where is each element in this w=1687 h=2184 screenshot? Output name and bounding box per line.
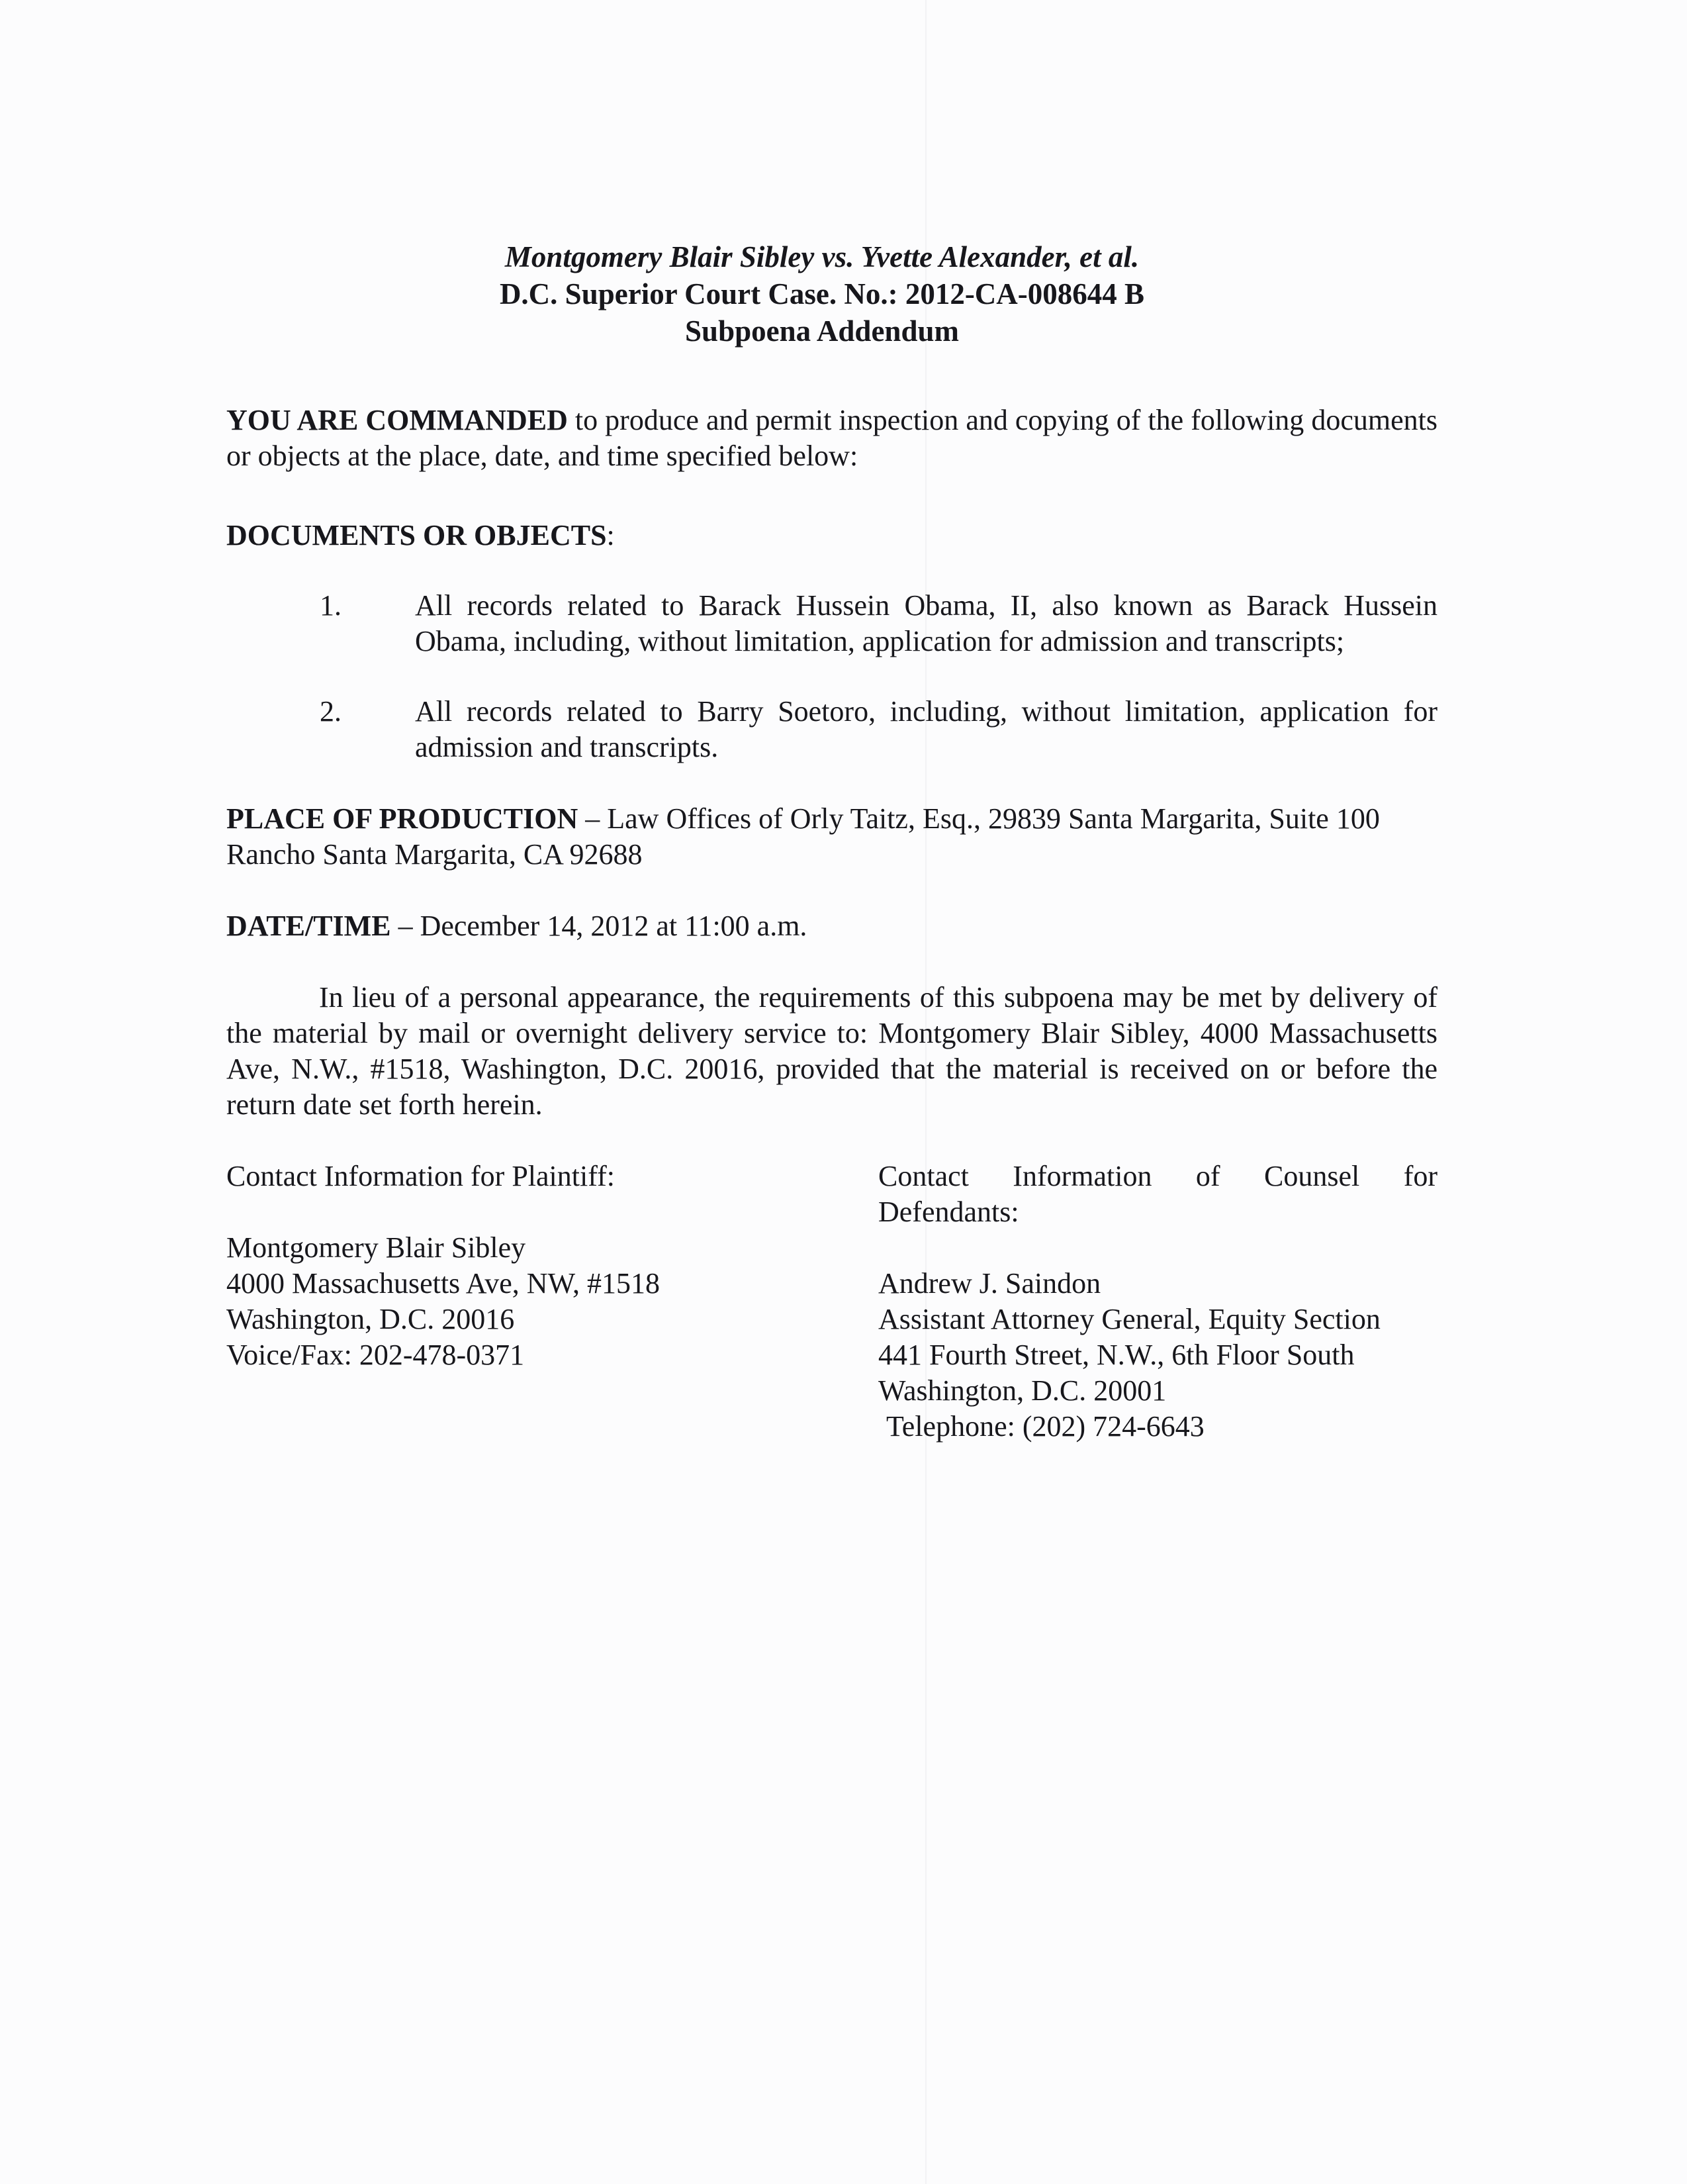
lieu-paragraph: In lieu of a personal appearance, the requirements of this subpoena may be met by delivery of the material by mail or overnight delivery service to: Montgomery Blair Sibley, 4000 Massachusetts Ave, N.W., #1518, Washington, D.C. 20016, provided that the material is received on or before the return date set forth herein.: [226, 981, 1437, 1121]
documents-heading-label: DOCUMENTS OR OBJECTS: [226, 519, 607, 551]
list-item-number: 2.: [320, 695, 342, 728]
plaintiff-contact-block: [226, 1159, 809, 1373]
document-header: [206, 238, 1437, 350]
document-title: Subpoena Addendum: [685, 314, 959, 348]
contact-section: [226, 1159, 1437, 1490]
datetime-text: – December 14, 2012 at 11:00 a.m.: [390, 910, 807, 942]
list-item-number: 1.: [320, 589, 342, 622]
date-time: [226, 908, 1437, 944]
list-item-text: All records related to Barry Soetoro, including, without limitation, application for admission and transcripts.: [415, 695, 1437, 763]
counsel-contact-heading: Contact Information of Counsel for Defendants:: [878, 1160, 1437, 1228]
plaintiff-address-line2: Washington, D.C. 20016: [226, 1303, 515, 1335]
list-item-text: All records related to Barack Hussein Obama, II, also known as Barack Hussein Obama, including, without limitation, application for admission and transcripts;: [415, 589, 1437, 657]
counsel-address-line2: Washington, D.C. 20001: [878, 1374, 1167, 1407]
documents-list: [226, 588, 1437, 765]
plaintiff-contact-heading: Contact Information for Plaintiff:: [226, 1160, 615, 1192]
case-number: D.C. Superior Court Case. No.: 2012-CA-008644 B: [499, 277, 1145, 310]
counsel-contact-block: [878, 1159, 1437, 1445]
counsel-address-line1: 441 Fourth Street, N.W., 6th Floor South: [878, 1339, 1355, 1371]
plaintiff-name: Montgomery Blair Sibley: [226, 1231, 526, 1264]
counsel-phone: Telephone: (202) 724-6643: [886, 1410, 1205, 1443]
place-text: – Law Offices of Orly Taitz, Esq., 29839 Santa Margarita, Suite 100 Rancho Santa Margarita, CA 92688: [226, 802, 1380, 871]
commanded-text: to produce and permit inspection and copying of the following documents or objects at the place, date, and time specified below:: [226, 404, 1437, 472]
place-label: PLACE OF PRODUCTION: [226, 802, 578, 835]
list-item: [226, 588, 1437, 659]
commanded-paragraph: [226, 403, 1437, 474]
list-item: [226, 694, 1437, 765]
documents-heading: [226, 518, 1437, 553]
case-caption: Montgomery Blair Sibley vs. Yvette Alexander, et al.: [504, 240, 1140, 273]
documents-heading-colon: :: [606, 519, 615, 551]
plaintiff-phone: Voice/Fax: 202-478-0371: [226, 1339, 525, 1371]
counsel-name: Andrew J. Saindon: [878, 1267, 1101, 1300]
place-of-production: [226, 801, 1437, 873]
counsel-title: Assistant Attorney General, Equity Section: [878, 1303, 1381, 1335]
document-body: [226, 238, 1437, 1490]
datetime-label: DATE/TIME: [226, 910, 391, 942]
plaintiff-address-line1: 4000 Massachusetts Ave, NW, #1518: [226, 1267, 661, 1300]
commanded-lead: YOU ARE COMMANDED: [226, 404, 568, 436]
